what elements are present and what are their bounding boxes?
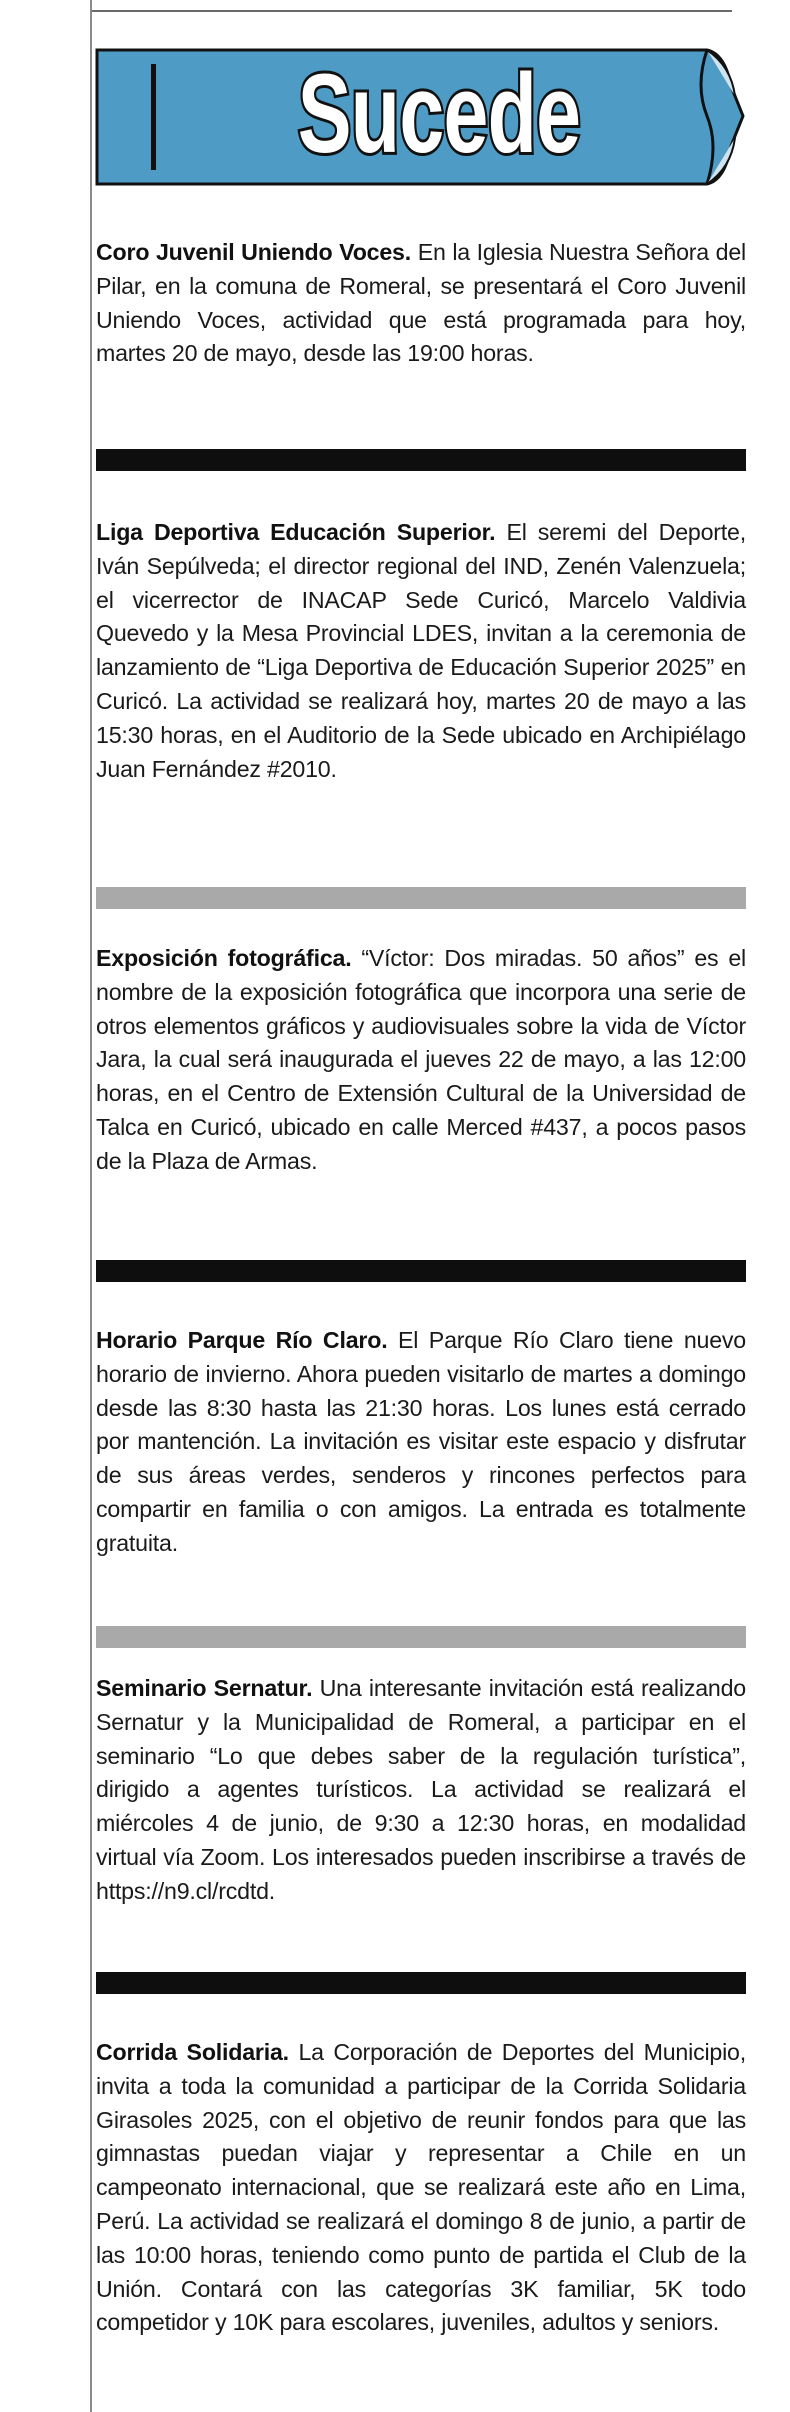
top-rule (92, 10, 732, 12)
separator-bar (96, 449, 746, 471)
banner-bar (151, 64, 156, 170)
separator-bar (96, 1260, 746, 1282)
article-headline: Horario Parque Río Claro. (96, 1327, 388, 1353)
separator-bar (96, 1626, 746, 1648)
article-body: La Corporación de Deportes del Municipio, invita a toda la comunidad a participar de la Corrida Solidaria Girasoles 2025, con el objetivo de reunir fondos para que las gimnastas puedan viajar y representar a Chile en un campeonato internacional, que se realizará este año en Lima, Perú. La actividad se realizará el domingo 8 de junio, a partir de las 10:00 horas, teniendo como punto de partida el Club de la Unión. Contará con las categorías 3K familiar, 5K todo competidor y 10K para escolares, juveniles, adultos y seniors. (96, 2039, 746, 2336)
article-body: En la Iglesia Nuestra Señora del Pilar, en la comuna de Romeral, se presentará el Coro Juvenil Uniendo Voces, actividad que está programada para hoy, martes 20 de mayo, desde las 19:00 horas. (96, 239, 746, 367)
article-headline: Corrida Solidaria. (96, 2039, 289, 2065)
article-headline: Exposición fotográfica. (96, 945, 352, 971)
separator-bar (96, 1972, 746, 1994)
section-banner (95, 46, 745, 188)
article-corrida-solidaria (96, 2036, 746, 2340)
section-title: Sucede (297, 51, 581, 176)
article-liga-deportiva (96, 516, 746, 786)
article-coro-juvenil (96, 236, 746, 371)
article-body: El Parque Río Claro tiene nuevo horario de invierno. Ahora pueden visitarlo de martes a domingo desde las 8:30 hasta las 21:30 horas. Los lunes está cerrado por mantención. La invitación es visitar este espacio y disfrutar de sus áreas verdes, senderos y rincones perfectos para compartir en familia o con amigos. La entrada es totalmente gratuita. (96, 1327, 746, 1556)
column-rule (90, 0, 92, 2412)
article-headline: Seminario Sernatur. (96, 1675, 313, 1701)
article-headline: Liga Deportiva Educación Superior. (96, 519, 496, 545)
article-parque-rio-claro (96, 1324, 746, 1561)
separator-bar (96, 887, 746, 909)
article-exposicion (96, 942, 746, 1179)
article-body: “Víctor: Dos miradas. 50 años” es el nombre de la exposición fotográfica que incorpora una serie de otros elementos gráficos y audiovisuales sobre la vida de Víctor Jara, la cual será inaugurada el jueves 22 de mayo, a las 12:00 horas, en el Centro de Extensión Cultural de la Universidad de Talca en Curicó, ubicado en calle Merced #437, a pocos pasos de la Plaza de Armas. (96, 945, 746, 1174)
article-body: El seremi del Deporte, Iván Sepúlveda; el director regional del IND, Zenén Valenzuela; el vicerrector de INACAP Sede Curicó, Marcelo Valdivia Quevedo y la Mesa Provincial LDES, invitan a la ceremonia de lanzamiento de “Liga Deportiva de Educación Superior 2025” en Curicó. La actividad se realizará hoy, martes 20 de mayo a las 15:30 horas, en el Auditorio de la Sede ubicado en Archipiélago Juan Fernández #2010. (96, 519, 746, 782)
article-body: Una interesante invitación está realizando Sernatur y la Municipalidad de Romeral, a participar en el seminario “Lo que debes saber de la regulación turística”, dirigido a agentes turísticos. La actividad se realizará el miércoles 4 de junio, de 9:30 a 12:30 horas, en modalidad virtual vía Zoom. Los interesados pueden inscribirse a través de https://n9.cl/rcdtd. (96, 1675, 746, 1904)
article-seminario-sernatur (96, 1672, 746, 1909)
article-headline: Coro Juvenil Uniendo Voces. (96, 239, 411, 265)
